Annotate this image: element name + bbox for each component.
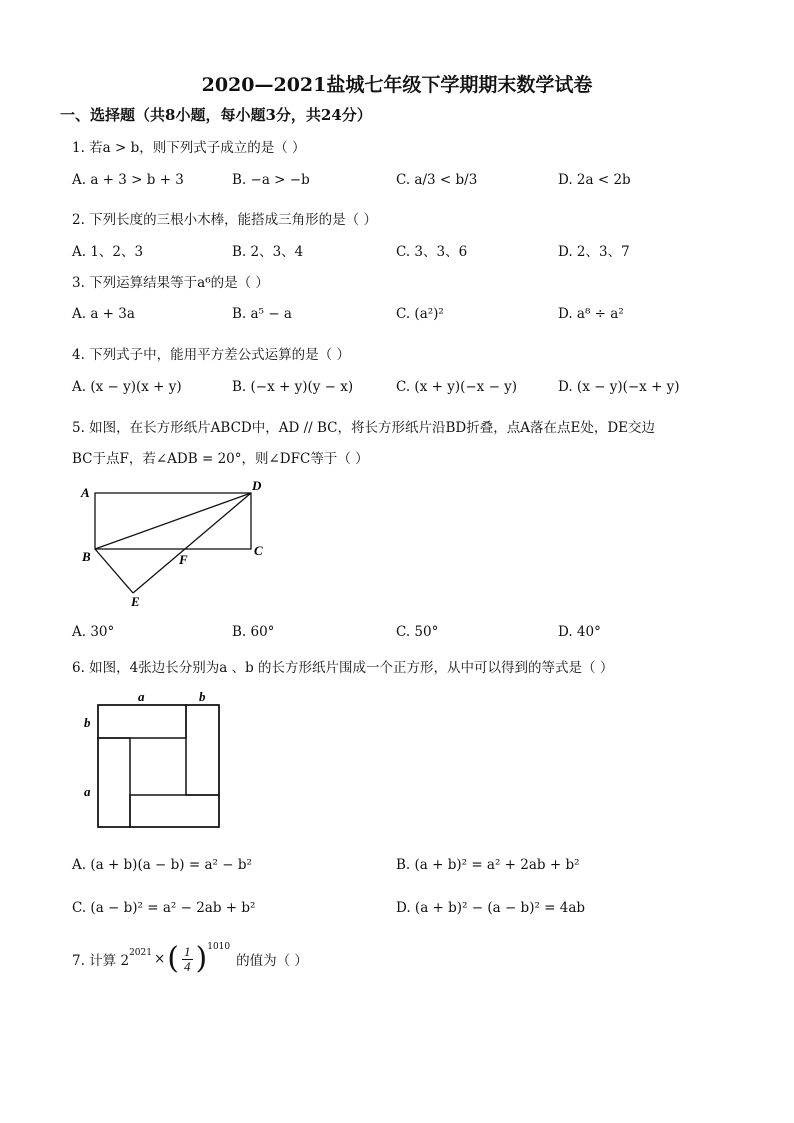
q2-option-d[interactable]: D. 2、3、7: [558, 244, 630, 260]
label-a: A: [81, 485, 90, 500]
q7-frac-numerator: 1: [184, 943, 191, 959]
page-title: 2020—2021盐城七年级下学期期末数学试卷: [201, 74, 593, 96]
q1-option-c[interactable]: C. a/3 < b/3: [396, 172, 478, 188]
segment-de: [133, 493, 251, 593]
rect-bottom: [130, 795, 219, 827]
q7-frac-denominator: 4: [184, 958, 191, 974]
q4-option-c[interactable]: C. (x + y)(−x − y): [396, 379, 518, 395]
q2-option-b[interactable]: B. 2、3、4: [232, 244, 304, 260]
fold-rectangle-figure: [75, 478, 275, 613]
label-top-a: a: [138, 689, 145, 704]
q7-times-sign: ×: [153, 951, 166, 967]
label-left-a: a: [84, 784, 91, 799]
q4-option-b[interactable]: B. (−x + y)(y − x): [232, 379, 354, 395]
q7-exponent-1010: 1010: [207, 942, 231, 952]
q3-option-d[interactable]: D. a⁸ ÷ a²: [558, 306, 624, 322]
question-3-stem: 3. 下列运算结果等于a⁶的是（ ）: [72, 275, 269, 291]
q6-option-a[interactable]: A. (a + b)(a − b) = a² − b²: [72, 857, 252, 873]
question-1-stem: 1. 若a > b，则下列式子成立的是（ ）: [72, 140, 306, 156]
q6-option-c[interactable]: C. (a − b)² = a² − 2ab + b²: [72, 900, 256, 916]
label-d: D: [252, 478, 262, 493]
q3-option-b[interactable]: B. a⁵ − a: [232, 306, 292, 322]
question-7-stem: [72, 941, 308, 976]
q5-option-d[interactable]: D. 40°: [558, 624, 601, 640]
q2-option-c[interactable]: C. 3、3、6: [396, 244, 468, 260]
q5-option-c[interactable]: C. 50°: [396, 624, 439, 640]
q1-option-d[interactable]: D. 2a < 2b: [558, 172, 631, 188]
q7-fraction: [182, 945, 193, 974]
q7-left-paren: (: [167, 941, 179, 976]
label-b: B: [82, 549, 91, 564]
q7-suffix: 的值为（ ）: [236, 953, 308, 969]
rect-right: [186, 705, 219, 795]
diagonal-bd: [95, 493, 251, 549]
q4-option-a[interactable]: A. (x − y)(x + y): [72, 379, 182, 395]
q4-option-d[interactable]: D. (x − y)(−x + y): [558, 379, 680, 395]
rect-top: [98, 705, 186, 738]
q1-option-a[interactable]: A. a + 3 > b + 3: [72, 172, 184, 188]
label-c: C: [254, 543, 263, 558]
label-e: E: [131, 594, 140, 609]
q5-option-b[interactable]: B. 60°: [232, 624, 275, 640]
label-top-b: b: [199, 689, 206, 704]
outer-square: [98, 705, 219, 827]
q6-option-b[interactable]: B. (a + b)² = a² + 2ab + b²: [396, 857, 580, 873]
section-heading: 一、选择题（共8小题，每小题3分，共24分）: [60, 106, 372, 124]
segment-be: [95, 549, 133, 593]
rect-left: [98, 738, 130, 827]
q7-prefix: 7. 计算 2: [72, 953, 130, 969]
question-6-stem: 6. 如图，4张边长分别为a 、b 的长方形纸片围成一个正方形，从中可以得到的等式是（ ）: [72, 660, 614, 676]
question-4-stem: 4. 下列式子中，能用平方差公式运算的是（ ）: [72, 347, 350, 363]
label-f: F: [179, 552, 188, 567]
q2-option-a[interactable]: A. 1、2、3: [72, 244, 144, 260]
label-left-b: b: [84, 715, 91, 730]
q1-option-b[interactable]: B. −a > −b: [232, 172, 310, 188]
q7-right-paren: ): [195, 941, 208, 976]
q3-option-c[interactable]: C. (a²)²: [396, 306, 444, 322]
q3-option-a[interactable]: A. a + 3a: [72, 306, 135, 322]
square-rectangles-figure: [78, 685, 228, 835]
question-5-stem-line2: BC于点F，若∠ADB = 20°，则∠DFC等于（ ）: [72, 451, 369, 467]
q7-exponent-2021: 2021: [129, 948, 152, 958]
q5-option-a[interactable]: A. 30°: [72, 624, 115, 640]
q6-option-d[interactable]: D. (a + b)² − (a − b)² = 4ab: [396, 900, 586, 916]
question-5-stem-line1: 5. 如图，在长方形纸片ABCD中，AD // BC，将长方形纸片沿BD折叠，点A落在点E处，DE交边: [72, 420, 656, 436]
question-2-stem: 2. 下列长度的三根小木棒，能搭成三角形的是（ ）: [72, 212, 377, 228]
